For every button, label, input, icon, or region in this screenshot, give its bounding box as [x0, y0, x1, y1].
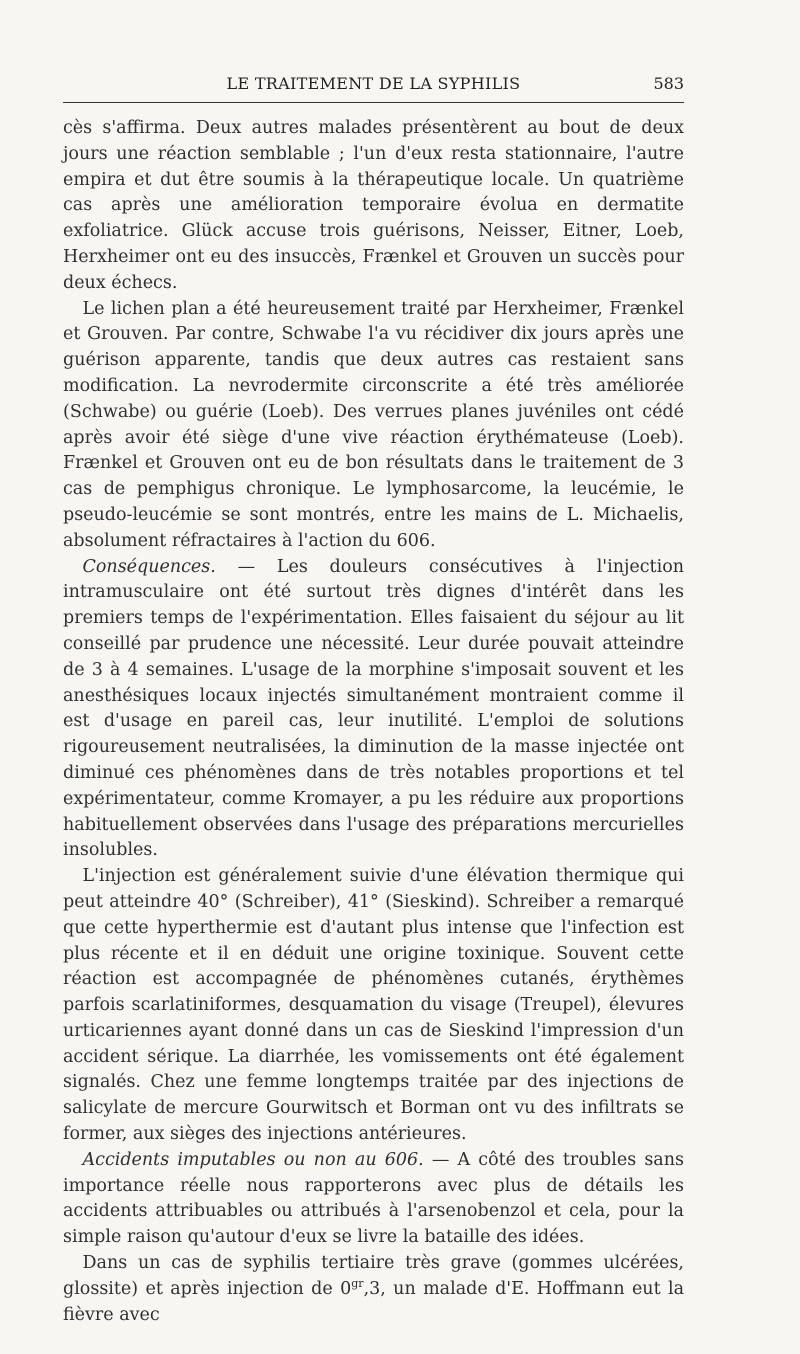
- paragraph-2: [63, 297, 684, 555]
- body-text: [63, 116, 684, 1328]
- rubric-accidents: Accidents imputables ou non au 606.: [82, 1149, 424, 1170]
- paragraph-4-text: L'injection est généralement suivie d'une élévation thermique qui peut atteindre 40° (Schreiber), 41° (Sieskind). Schreiber a remarqué que cette hyperthermie est d'autant plus intense que l'infection est plus récente et il en déduit une origine toxinique. Souvent cette réaction est accompagnée de phénomènes cutanés, érythèmes parfois scarlatiniformes, desquamation du visage (Treupel), élevures urticariennes ayant donné dans un cas de Sieskind l'impression d'un accident sérique. La diarrhée, les vomissements ont été également signalés. Chez une femme longtemps traitée par des injections de salicylate de mercure Gourwitsch et Borman ont vu des infiltrats se former, aux sièges des injections antérieures.: [63, 866, 684, 1145]
- gram-superscript: gr: [351, 1277, 364, 1291]
- paragraph-6: [63, 1251, 684, 1328]
- paragraph-2-text: Le lichen plan a été heureusement traité par Herxheimer, Frænkel et Grouven. Par contre, Schwabe l'a vu récidiver dix jours après une guérison apparente, tandis que deux autres cas restaient sans modification. La nevrodermite circonscrite a été très améliorée (Schwabe) ou guérie (Loeb). Des verrues planes juvéniles ont cédé après avoir été siège d'une vive réaction érythémateuse (Loeb). Frænkel et Grouven ont eu de bon résultats dans le traitement de 3 cas de pemphigus chronique. Le lymphosarcome, la leucémie, le pseudo-leucémie se sont montrés, entre les mains de L. Michaelis, absolument réfractaires à l'action du 606.: [63, 298, 684, 551]
- paragraph-3: [63, 555, 684, 865]
- running-title: LE TRAITEMENT DE LA SYPHILIS: [226, 74, 521, 93]
- paragraph-3-text: — Les douleurs consécutives à l'injection intramusculaire ont été surtout très dignes d'intérêt dans les premiers temps de l'expérimentation. Elles faisaient du séjour au lit conseillé par prudence une nécessité. Leur durée pouvait atteindre de 3 à 4 semaines. L'usage de la morphine s'imposait souvent et les anesthésiques locaux injectés simultanément montraient comme il est d'usage en pareil cas, leur inutilité. L'emploi de solutions rigoureusement neutralisées, la diminution de la masse injectée ont diminué ces phénomènes dans de très notables proportions et tel expérimentateur, comme Kromayer, a pu les réduire aux proportions habituellement observées dans l'usage des préparations mercurielles insolubles.: [63, 556, 684, 861]
- rubric-consequences: Conséquences.: [82, 556, 216, 577]
- paragraph-6-text-before: Dans un cas de syphilis tertiaire très grave (gommes ulcérées, glossite) et après injection de 0: [63, 1253, 684, 1299]
- paragraph-6-text-after: ,3, un malade d'E. Hoffmann eut la fièvre avec: [63, 1278, 685, 1325]
- paragraph-4: [63, 864, 684, 1148]
- page-header: [63, 74, 684, 103]
- paragraph-1-text: cès s'affirma. Deux autres malades présentèrent au bout de deux jours une réaction semblable ; l'un d'eux resta stationnaire, l'autre empira et dut être soumis à la thérapeutique locale. Un quatrième cas après une amélioration temporaire évolua en dermatite exfoliatrice. Glück accuse trois guérisons, Neisser, Eitner, Loeb, Herxheimer ont eu des insuccès, Frænkel et Grouven un succès pour deux échecs.: [63, 118, 684, 293]
- paragraph-1: [63, 116, 684, 297]
- paragraph-5-text: — A côté des troubles sans importance réelle nous rapporterons avec plus de détails les accidents attribuables ou attribués à l'arsenobenzol et cela, pour la simple raison qu'autour d'eux se livre la bataille des idées.: [63, 1149, 684, 1248]
- page-number: 583: [653, 74, 684, 93]
- paragraph-5: [63, 1148, 684, 1251]
